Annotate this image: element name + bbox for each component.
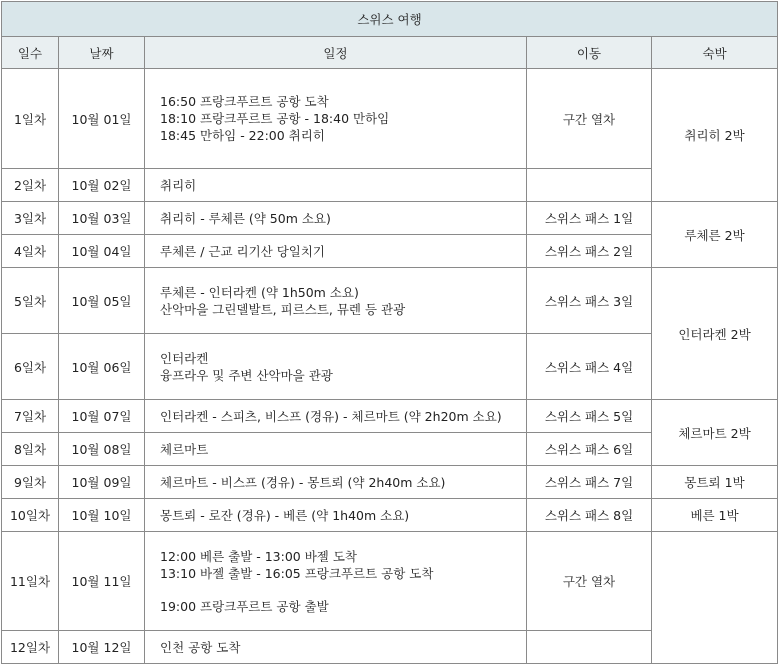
date-cell: 10월 10일 [59,499,145,532]
table-row [2,532,778,631]
plan-cell: 몽트뢰 - 로잔 (경유) - 베른 (약 1h40m 소요) [145,499,527,532]
plan-line: 융프라우 및 주변 산악마을 관광 [160,367,333,383]
move-cell: 구간 열차 [527,69,652,169]
header-plan: 일정 [145,37,527,69]
date-cell: 10월 07일 [59,400,145,433]
plan-line: 13:10 바젤 출발 - 16:05 프랑크푸르트 공항 도착 [160,565,434,581]
date-cell: 10월 04일 [59,235,145,268]
day-cell: 12일차 [2,631,59,664]
header-move: 이동 [527,37,652,69]
move-cell: 스위스 패스 4일 [527,334,652,400]
header-date: 날짜 [59,37,145,69]
day-cell: 4일차 [2,235,59,268]
date-cell: 10월 09일 [59,466,145,499]
date-cell: 10월 11일 [59,532,145,631]
plan-cell: 취리히 [145,169,527,202]
plan-cell: 인천 공항 도착 [145,631,527,664]
header-day: 일수 [2,37,59,69]
plan-line: 인터라켄 [160,350,209,366]
date-cell: 10월 06일 [59,334,145,400]
day-cell: 1일차 [2,69,59,169]
move-cell: 스위스 패스 3일 [527,268,652,334]
plan-cell [145,334,527,400]
move-cell [527,631,652,664]
plan-cell: 루체른 / 근교 리기산 당일치기 [145,235,527,268]
day-cell: 3일차 [2,202,59,235]
move-cell: 스위스 패스 8일 [527,499,652,532]
stay-cell: 취리히 2박 [652,69,778,202]
date-cell: 10월 08일 [59,433,145,466]
plan-line: 루체른 - 인터라켄 (약 1h50m 소요) [160,284,359,300]
move-cell: 구간 열차 [527,532,652,631]
date-cell: 10월 02일 [59,169,145,202]
plan-line: 12:00 베른 출발 - 13:00 바젤 도착 [160,548,357,564]
day-cell: 5일차 [2,268,59,334]
stay-cell: 베른 1박 [652,499,778,532]
table-row [2,69,778,169]
move-cell: 스위스 패스 5일 [527,400,652,433]
plan-cell [145,532,527,631]
table-row [2,268,778,334]
stay-cell: 인터라켄 2박 [652,268,778,400]
move-cell [527,169,652,202]
plan-line: 18:10 프랑크푸르트 공항 - 18:40 만하임 [160,111,390,126]
plan-cell: 체르마트 [145,433,527,466]
stay-cell: 몽트뢰 1박 [652,466,778,499]
move-cell: 스위스 패스 6일 [527,433,652,466]
plan-cell: 체르마트 - 비스프 (경유) - 몽트뢰 (약 2h40m 소요) [145,466,527,499]
plan-line: 19:00 프랑크푸르트 공항 출발 [160,598,329,614]
plan-cell: 인터라켄 - 스피츠, 비스프 (경유) - 체르마트 (약 2h20m 소요) [145,400,527,433]
date-cell: 10월 12일 [59,631,145,664]
move-cell: 스위스 패스 7일 [527,466,652,499]
plan-spacer [160,582,526,598]
plan-cell [145,69,527,169]
plan-cell: 취리히 - 루체른 (약 50m 소요) [145,202,527,235]
header-stay: 숙박 [652,37,778,69]
day-cell: 6일차 [2,334,59,400]
table-row [2,400,778,433]
plan-line: 산악마을 그린델발트, 피르스트, 뮤렌 등 관광 [160,301,406,317]
move-cell: 스위스 패스 2일 [527,235,652,268]
date-cell: 10월 05일 [59,268,145,334]
table-row [2,466,778,499]
day-cell: 2일차 [2,169,59,202]
day-cell: 11일차 [2,532,59,631]
plan-line: 18:45 만하임 - 22:00 취리히 [160,128,325,143]
table-row [2,202,778,235]
itinerary-table [1,1,778,664]
stay-cell: 루체른 2박 [652,202,778,268]
date-cell: 10월 03일 [59,202,145,235]
day-cell: 9일차 [2,466,59,499]
table-row [2,499,778,532]
stay-cell: 체르마트 2박 [652,400,778,466]
day-cell: 8일차 [2,433,59,466]
table-title: 스위스 여행 [2,2,778,37]
plan-line: 16:50 프랑크푸르트 공항 도착 [160,94,329,109]
day-cell: 10일차 [2,499,59,532]
day-cell: 7일차 [2,400,59,433]
stay-cell [652,532,778,664]
move-cell: 스위스 패스 1일 [527,202,652,235]
date-cell: 10월 01일 [59,69,145,169]
plan-cell [145,268,527,334]
